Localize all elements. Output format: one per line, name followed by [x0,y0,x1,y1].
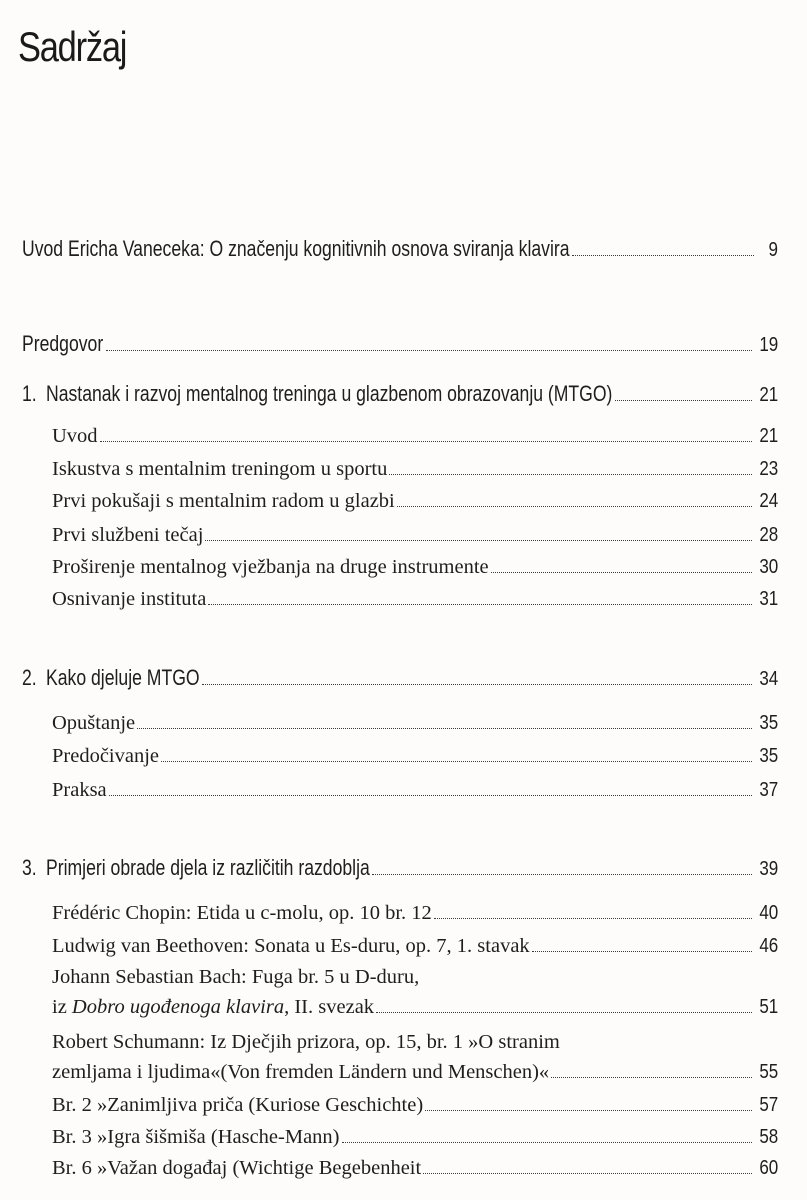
toc-entry-text: Predočivanje [52,745,160,767]
toc-entry-text: Prvi službeni tečaj [52,524,204,546]
toc-chapter-2[interactable] [22,665,778,691]
toc-page-number: 55 [759,1061,778,1083]
toc-page-number: 21 [759,425,778,447]
toc-chapter-3[interactable] [22,855,778,881]
chapter-number: 1. [22,381,37,406]
dot-leader [491,572,752,573]
dot-leader [434,918,752,919]
toc-entry-ch1-s6[interactable] [52,588,778,611]
toc-page-number: 51 [759,996,778,1018]
dot-leader [397,506,752,507]
dot-leader [376,1012,752,1013]
dot-leader [106,350,752,351]
toc-entry-ch1-s3[interactable] [52,490,778,513]
toc-entry-ch2-s2[interactable] [52,745,778,768]
dot-leader [205,540,751,541]
toc-entry-text-suffix: , II. svezak [284,996,375,1018]
dot-leader [425,1110,752,1111]
toc-entry-ch3-s1[interactable] [52,902,778,925]
toc-entry-text: Prvi pokušaji s mentalnim radom u glazbi [52,490,395,512]
dot-leader [202,684,752,685]
toc-entry-ch1-s4[interactable] [52,524,778,547]
toc-page-number: 28 [759,524,778,546]
toc-entry-text: zemljama i ljudima«(Von fremden Ländern und Menschen)« [52,1061,550,1083]
dot-leader [342,1142,752,1143]
toc-entry-ch3-s2[interactable] [52,935,778,958]
dot-leader [532,951,752,952]
toc-page-number: 23 [759,458,778,480]
chapter-number: 2. [22,665,37,690]
toc-entry-ch3-s4[interactable] [52,1061,778,1084]
toc-entry-text: Br. 6 »Važan događaj (Wichtige Begebenheit [52,1157,422,1179]
toc-entry-ch3-s6[interactable] [52,1126,778,1149]
toc-entry-ch1-s5[interactable] [52,556,778,579]
chapter-number: 3. [22,855,37,880]
toc-page-number: 57 [759,1094,778,1116]
toc-entry-text: Praksa [52,779,107,801]
toc-page-number: 35 [759,745,778,767]
toc-entry-ch3-s7[interactable] [52,1157,778,1180]
toc-page-number: 24 [759,490,778,512]
page-title: Sadržaj [18,23,127,70]
dot-leader [572,255,754,256]
toc-entry-text: Kako djeluje MTGO [46,665,200,690]
dot-leader [137,728,752,729]
toc-entry-text-italic: Dobro ugođenoga klavira [71,996,285,1018]
toc-entry-ch1-s2[interactable] [52,458,778,481]
toc-entry-intro[interactable] [22,236,778,262]
toc-entry-text: Iskustva s mentalnim treningom u sportu [52,458,388,480]
toc-entry-ch3-s5[interactable] [52,1094,778,1117]
toc-entry-ch1-s1[interactable] [52,425,778,448]
toc-entry-text: Nastanak i razvoj mentalnog treninga u glazbenom obrazovanju (MTGO) [46,381,613,406]
dot-leader [161,761,752,762]
toc-page-number: 19 [759,334,778,356]
toc-entry-text: Br. 3 »Igra šišmiša (Hasche-Mann) [52,1126,340,1148]
toc-page-number: 40 [759,902,778,924]
toc-entry-text [52,996,374,1019]
toc-entry-text: Frédéric Chopin: Etida u c-molu, op. 10 br. 12 [52,902,432,924]
toc-page-number: 9 [768,239,778,261]
dot-leader [389,474,751,475]
toc-entry-text: Br. 2 »Zanimljiva priča (Kuriose Geschichte) [52,1094,424,1116]
toc-page-number: 39 [759,858,778,880]
toc-entry-text: Primjeri obrade djela iz različitih razdoblja [46,855,370,880]
dot-leader [551,1077,752,1078]
toc-page-number: 46 [759,935,778,957]
toc-entry-ch3-s3[interactable] [52,996,778,1019]
toc-entry-text: Proširenje mentalnog vježbanja na druge instrumente [52,556,489,578]
dot-leader [615,400,752,401]
toc-entry-ch2-s3[interactable] [52,779,778,802]
toc-page-number: 21 [759,384,778,406]
toc-entry-text: Ludwig van Beethoven: Sonata u Es-duru, op. 7, 1. stavak [52,935,530,957]
toc-page-number: 35 [759,712,778,734]
toc-page-number: 37 [759,779,778,801]
toc-entry-ch2-s1[interactable] [52,712,778,735]
dot-leader [372,874,752,875]
dot-leader [109,795,752,796]
toc-page-number: 30 [759,556,778,578]
toc-chapter-1[interactable] [22,381,778,407]
toc-page-number: 60 [759,1157,778,1179]
toc-page-number: 31 [759,588,778,610]
toc-entry-text: Predgovor [22,331,104,356]
toc-entry-text-prefix: iz [52,996,72,1018]
toc-entry-text: Opuštanje [52,712,136,734]
toc-page-number: 58 [759,1126,778,1148]
dot-leader [423,1173,752,1174]
toc-entry-text: Uvod Ericha Vaneceka: O značenju kognitivnih osnova sviranja klavira [22,236,570,261]
toc-page-number: 34 [759,668,778,690]
dot-leader [208,604,751,605]
toc-entry-text: Osnivanje instituta [52,588,207,610]
toc-entry-ch3-s3-line1: Johann Sebastian Bach: Fuga br. 5 u D-duru, [52,966,420,988]
toc-entry-preface[interactable] [22,331,778,357]
toc-entry-ch3-s4-line1: Robert Schumann: Iz Dječjih prizora, op. 15, br. 1 »O stranim [52,1031,560,1053]
toc-entry-text: Uvod [52,425,98,447]
dot-leader [100,441,752,442]
